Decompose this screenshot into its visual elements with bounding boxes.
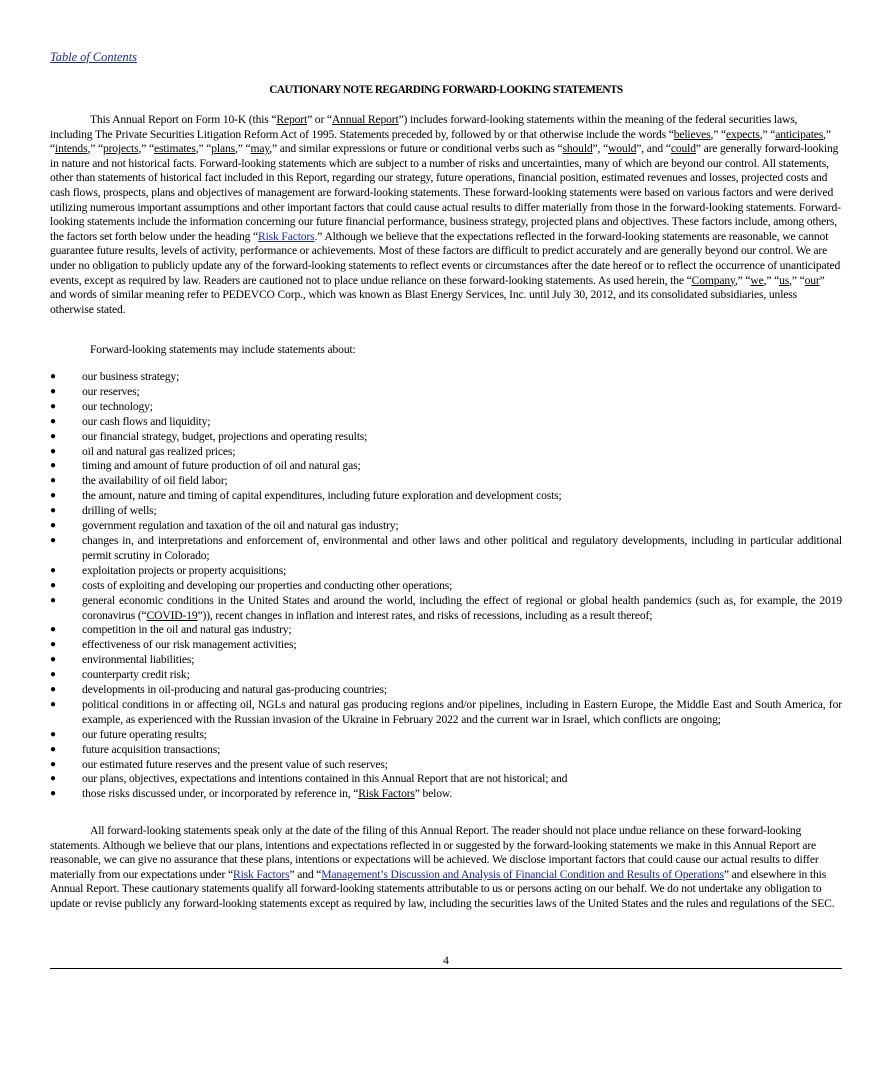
intro-text: ,” “	[710, 127, 727, 141]
list-item-text-part: those risks discussed under, or incorporated by reference in, “	[82, 787, 359, 801]
list-item	[50, 594, 842, 624]
intro-text: ” are generally forward-looking in nature and not historical facts. Forward-looking statements which are subject to a number of risks and uncertainties, many of which are beyond our control. All statements, other than statements of historical fact included in this Report, regarding our strategy, future operations, financial position, estimated revenues and losses, projected costs and cash flows, prospects, plans and objectives of management are forward-looking statements. These forward-looking statements were based on various factors and were derived utilizing numerous important assumptions and other important factors that could cause actual results to differ materially from those in the forward-looking statements. Forward-looking statements include the information concerning our future financial performance, business strategy, projected plans and objectives. These factors include, among others, the factors set forth below under the heading “	[50, 142, 841, 243]
bullet-icon: ●	[50, 728, 56, 740]
intro-paragraph	[50, 113, 842, 317]
closing-paragraph	[50, 824, 842, 912]
bullet-icon: ●	[50, 445, 56, 457]
bullet-icon: ●	[50, 594, 56, 606]
list-item-text: future acquisition transactions;	[82, 742, 221, 756]
list-item	[50, 758, 842, 773]
list-item	[50, 787, 842, 802]
footer-rule	[50, 968, 842, 969]
list-item	[50, 683, 842, 698]
list-item	[50, 385, 842, 400]
bullet-icon: ●	[50, 698, 56, 710]
list-item-text: our technology;	[82, 399, 153, 413]
list-item	[50, 415, 842, 430]
term-company: Company	[691, 273, 735, 287]
term-projects: projects	[102, 142, 139, 156]
section-title: CAUTIONARY NOTE REGARDING FORWARD-LOOKING STATEMENTS	[269, 84, 623, 96]
term-could: could	[670, 142, 696, 156]
bullet-icon: ●	[50, 460, 56, 472]
bullet-icon: ●	[50, 385, 56, 397]
intro-text: ” or “	[307, 113, 332, 126]
term-covid: COVID-19	[146, 608, 198, 622]
list-item-text: our business strategy;	[82, 370, 180, 383]
bullet-icon: ●	[50, 475, 56, 487]
list-intro	[50, 343, 842, 358]
bullet-icon: ●	[50, 758, 56, 770]
closing-text: All forward-looking statements speak only at the date of the filing of this Annual Report. The reader should not place undue reliance on these forward-looking statements. Although we believe that our plans, intentions and expectations reflected in or suggested by the forward-looking statements we make in this Annual Report are reasonable, we can give no assurance that these plans, intentions or expectations will be achieved. We disclose important factors that could cause our actual results to differ materially from our expectations under “	[50, 824, 819, 881]
list-item-text: drilling of wells;	[82, 504, 157, 518]
risk-factors-link[interactable]: Risk Factors	[258, 229, 315, 243]
term-annual-report: Annual Report	[331, 113, 399, 126]
closing-text: ” and “	[289, 867, 322, 881]
list-item	[50, 534, 842, 564]
term-anticipates: anticipates	[775, 127, 824, 141]
intro-text: ,” and similar expressions or future or conditional verbs such as “	[269, 142, 563, 156]
list-item-text: effectiveness of our risk management activities;	[82, 638, 297, 652]
intro-text: ,” “	[87, 142, 103, 156]
list-item	[50, 474, 842, 489]
list-item-text: our cash flows and liquidity;	[82, 414, 211, 428]
bullet-icon: ●	[50, 669, 56, 681]
list-item	[50, 579, 842, 594]
list-item-text	[82, 787, 452, 800]
list-item-text: government regulation and taxation of the oil and natural gas industry;	[82, 519, 399, 533]
list-item-text: costs of exploiting and developing our properties and conducting other operations;	[82, 578, 453, 592]
list-item-text: our reserves;	[82, 384, 140, 398]
list-item	[50, 430, 842, 445]
risk-factors-link[interactable]: Risk Factors	[232, 867, 290, 881]
intro-text: This Annual Report on Form 10-K (this “	[90, 113, 277, 126]
list-item	[50, 623, 842, 638]
mdna-link[interactable]: Management’s Discussion and Analysis of Financial Condition and Results of Operations	[321, 867, 724, 881]
list-intro-text: Forward-looking statements may include statements about:	[90, 343, 356, 356]
intro-text: ,” “	[763, 273, 780, 287]
bullet-icon: ●	[50, 415, 56, 427]
list-item	[50, 459, 842, 474]
intro-text: ,” “	[789, 273, 805, 287]
bullet-icon: ●	[50, 490, 56, 502]
bullet-icon: ●	[50, 400, 56, 412]
intro-text: ”) includes forward-looking statements within the meaning of the federal securities laws, including The Private Securities Litigation Reform Act of 1995. Statements preceded by, followed by or that otherwise include the words “	[50, 113, 798, 141]
intro-text: ,” “	[50, 127, 831, 156]
intro-text: ”, and “	[636, 142, 671, 156]
list-item	[50, 519, 842, 534]
list-item-text: exploitation projects or property acquisitions;	[82, 563, 287, 577]
list-item	[50, 668, 842, 683]
bullet-icon: ●	[50, 743, 56, 755]
bullet-icon: ●	[50, 534, 56, 546]
bullet-icon: ●	[50, 624, 56, 636]
intro-text: ,” “	[138, 142, 154, 156]
list-item	[50, 504, 842, 519]
list-item-text: timing and amount of future production of oil and natural gas;	[82, 459, 361, 473]
bullet-icon: ●	[50, 520, 56, 532]
list-item-text: the availability of oil field labor;	[82, 474, 228, 488]
term-intends: intends	[55, 142, 88, 156]
term-should: should	[562, 142, 593, 156]
list-item-text	[82, 594, 842, 624]
bullet-icon: ●	[50, 430, 56, 442]
term-estimates: estimates	[153, 142, 196, 156]
intro-text: ”, “	[592, 142, 609, 156]
list-item	[50, 653, 842, 668]
forward-looking-topics-list	[50, 370, 842, 802]
list-item-text: counterparty credit risk;	[82, 668, 190, 682]
list-item-text-part: general economic conditions in the United States and around the world, including the effect of regional or global health pandemics (such as, for example, the 2019 coronavirus (“	[82, 593, 842, 622]
list-item	[50, 728, 842, 743]
term-may: may	[250, 142, 270, 156]
list-item-text: our plans, objectives, expectations and intentions contained in this Annual Report that are not historical; and	[82, 772, 568, 786]
table-of-contents-link[interactable]: Table of Contents	[50, 50, 137, 64]
list-item	[50, 772, 842, 787]
list-item-text: competition in the oil and natural gas industry;	[82, 623, 292, 637]
list-item-text: developments in oil-producing and natural gas-producing countries;	[82, 683, 387, 697]
bullet-icon: ●	[50, 773, 56, 785]
bullet-icon: ●	[50, 579, 56, 591]
risk-factors-link[interactable]: Risk Factors	[358, 787, 415, 801]
term-we: we	[750, 273, 764, 287]
list-item	[50, 698, 842, 728]
bullet-icon: ●	[50, 505, 56, 517]
list-item-text: our financial strategy, budget, projections and operating results;	[82, 429, 368, 443]
list-item-text: environmental liabilities;	[82, 653, 195, 667]
bullet-icon: ●	[50, 639, 56, 651]
term-our: our	[804, 273, 820, 287]
list-item-text-part: ”)), recent changes in inflation and interest rates, and risks of recessions, including as a result thereof;	[197, 608, 653, 622]
term-us: us	[779, 273, 790, 287]
term-plans: plans	[211, 142, 235, 156]
list-item	[50, 445, 842, 460]
intro-text: ,” “	[734, 273, 751, 287]
bullet-icon: ●	[50, 654, 56, 666]
list-item	[50, 400, 842, 415]
bullet-icon: ●	[50, 684, 56, 696]
list-item-text: our estimated future reserves and the present value of such reserves;	[82, 757, 388, 771]
term-would: would	[608, 142, 637, 156]
list-item	[50, 638, 842, 653]
list-item-text: political conditions in or affecting oil, NGLs and natural gas producing regions and/or pipelines, including in Eastern Europe, the Middle East and South America, for example, as experienced with the Russian invasion of the Ukraine in February 2022 and the current war in Israel, which conflicts are ongoing;	[82, 697, 842, 726]
page-number: 4	[443, 954, 449, 967]
term-expects: expects	[726, 127, 760, 141]
intro-text: ,” “	[759, 127, 776, 141]
bullet-icon: ●	[50, 371, 56, 382]
intro-text: ,” “	[195, 142, 212, 156]
list-item-text-part: ” below.	[414, 787, 453, 801]
closing-text: ” and elsewhere in this Annual Report. These cautionary statements qualify all forward-looking statements attributable to us or persons acting on our behalf. We do not undertake any obligation to update or revise publicly any forward-looking statements except as required by law, including the securities laws of the United States and the rules and regulations of the SEC.	[50, 867, 835, 910]
list-item-text: changes in, and interpretations and enforcement of, environmental and other laws and other political and regulatory developments, including in particular additional permit scrutiny in Colorado;	[82, 533, 842, 562]
list-item	[50, 370, 842, 385]
term-report: Report	[276, 113, 308, 126]
term-believes: believes	[673, 127, 711, 141]
list-item-text: our future operating results;	[82, 727, 207, 741]
list-item	[50, 489, 842, 504]
bullet-icon: ●	[50, 788, 56, 800]
intro-text: .” Although we believe that the expectations reflected in the forward-looking statements are reasonable, we cannot guarantee future results, levels of activity, performance or achievements. Most of these factors are difficult to predict accurately and are generally beyond our control. We are under no obligation to publicly update any of the forward-looking statements to reflect events or circumstances after the date hereof or to reflect the occurrence of unanticipated events, except as required by law. Readers are cautioned not to place undue reliance on these forward-looking statements. As used herein, the “	[50, 229, 841, 287]
list-item	[50, 564, 842, 579]
intro-text: ” and words of similar meaning refer to PEDEVCO Corp., which was known as Blast Energy Services, Inc. until July 30, 2012, and its consolidated subsidiaries, unless otherwise stated.	[50, 273, 825, 316]
list-item	[50, 743, 842, 758]
list-item-text: the amount, nature and timing of capital expenditures, including future exploration and development costs;	[82, 489, 562, 503]
intro-text: ,” “	[235, 142, 251, 156]
list-item-text: oil and natural gas realized prices;	[82, 444, 236, 458]
bullet-icon: ●	[50, 564, 56, 576]
